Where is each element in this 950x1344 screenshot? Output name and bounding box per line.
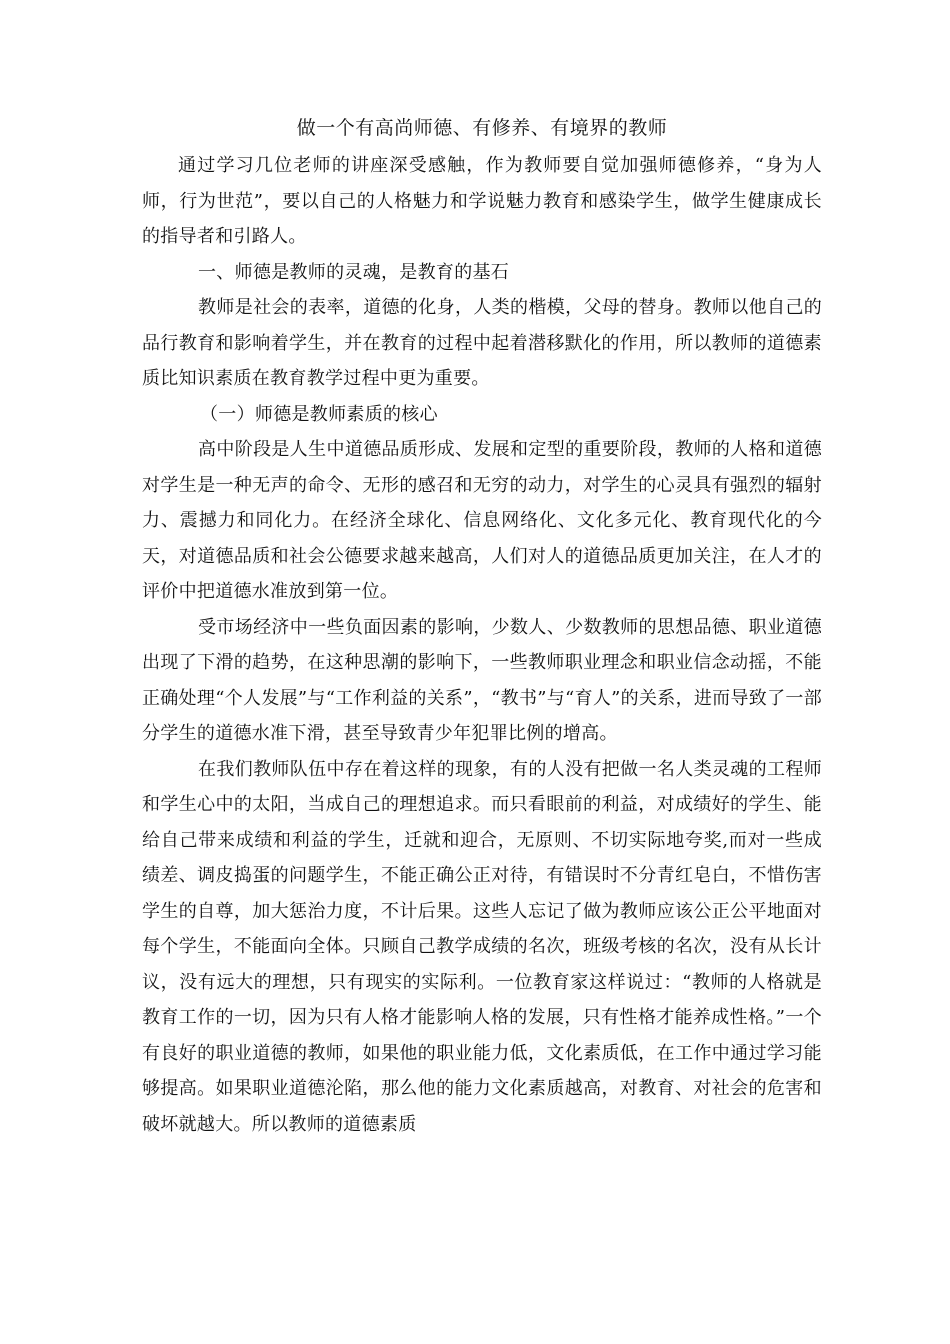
section-heading-1: 一、师德是教师的灵魂，是教育的基石: [198, 261, 510, 283]
document-title: 做一个有高尚师德、有修养、有境界的教师: [296, 117, 668, 139]
body-paragraph: 高中阶段是人生中道德品质形成、发展和定型的重要阶段，教师的人格和道德对学生是一种无声的命令、无形的感召和无穷的动力，对学生的心灵具有强烈的辐射力、震撼力和同化力。在经济全球化、信息网络化、文化多元化、教育现代化的今天，对道德品质和社会公德要求越来越高，人们对人的道德品质更加关注，在人才的评价中把道德水准放到第一位。: [142, 439, 822, 602]
body-paragraph: 在我们教师队伍中存在着这样的现象，有的人没有把做一名人类灵魂的工程师和学生心中的太阳，当成自己的理想追求。而只看眼前的利益，对成绩好的学生、能给自己带来成绩和利益的学生，迁就和迎合，无原则、不切实际地夸奖,而对一些成绩差、调皮捣蛋的问题学生，不能正确公正对待，有错误时不分青红皂白，不惜伤害学生的自尊，加大惩治力度，不计后果。这些人忘记了做为教师应该公正公平地面对每个学生，不能面向全体。只顾自己教学成绩的名次，班级考核的名次，没有从长计议，没有远大的理想，只有现实的实际利。一位教育家这样说过：“教师的人格就是教育工作的一切，因为只有人格才能影响人格的发展，只有性格才能养成性格。”一个有良好的职业道德的教师，如果他的职业能力低，文化素质低，在工作中通过学习能够提高。如果职业道德沦陷，那么他的能力文化素质越高，对教育、对社会的危害和破坏就越大。所以教师的道德素质: [142, 758, 822, 1135]
body-paragraph: 教师是社会的表率，道德的化身，人类的楷模，父母的替身。教师以他自己的品行教育和影响着学生，并在教育的过程中起着潜移默化的作用，所以教师的道德素质比知识素质在教育教学过程中更为重要。: [142, 297, 822, 389]
intro-paragraph: 通过学习几位老师的讲座深受感触，作为教师要自觉加强师德修养，“身为人师，行为世范”，要以自己的人格魅力和学说魅力教育和感染学生，做学生健康成长的指导者和引路人。: [142, 155, 822, 247]
body-paragraph: 受市场经济中一些负面因素的影响，少数人、少数教师的思想品德、职业道德出现了下滑的趋势，在这种思潮的影响下，一些教师职业理念和职业信念动摇，不能正确处理“个人发展”与“工作利益的关系”，“教书”与“育人”的关系，进而导致了一部分学生的道德水准下滑，甚至导致青少年犯罪比例的增高。: [142, 616, 822, 744]
subsection-heading-1: （一）师德是教师素质的核心: [200, 403, 438, 425]
document-body: [142, 112, 822, 1142]
